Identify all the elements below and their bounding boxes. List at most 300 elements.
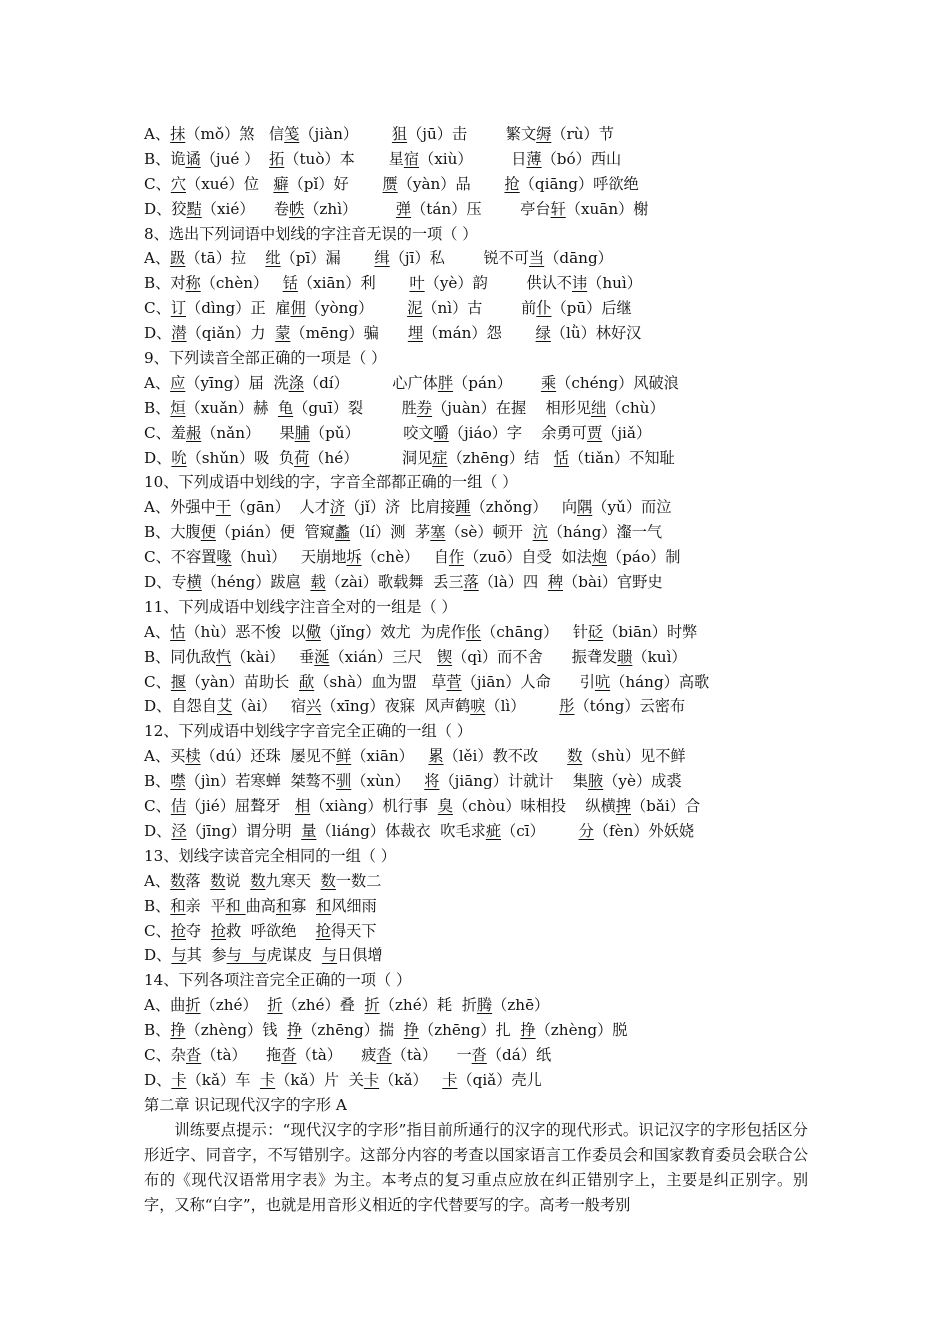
text-segment: （háng）高歌 [610,672,710,691]
underlined-char: 券 [416,398,433,417]
underlined-char: 谲 [185,149,201,168]
underlined-char: 数 [320,871,336,890]
underlined-char: 和 [225,896,246,915]
underlined-char: 踵 [455,498,471,517]
text-line [144,470,808,495]
text-segment: 其 参 [186,946,227,965]
underlined-char: 赧 [186,423,202,442]
text-segment: （yòng） [305,299,408,318]
underlined-char: 折 [364,996,380,1015]
text-segment: （zhē） [492,996,550,1015]
text-line [144,570,808,595]
text-segment: （guī）裂 胜 [293,398,417,417]
text-line [144,271,808,296]
text-segment: （mēng）骗 [290,324,408,343]
text-line [144,744,808,769]
underlined-char: 卡 [363,1070,380,1089]
text-line [144,421,808,446]
underlined-char: 嚼 [433,423,449,442]
text-segment: （dí） 心广体 [303,373,438,392]
text-segment: （jǐng）效尤 为虎作 [320,622,466,641]
text-line [144,844,808,869]
text-segment: 说 [225,871,251,890]
text-segment: （pū）后继 [551,299,632,318]
underlined-char: 沓 [471,1045,487,1064]
underlined-char: 折 [185,996,201,1015]
text-segment: （bài）官野史 [563,573,663,592]
text-segment: D、 [144,324,172,343]
text-segment: （xián）三尺 [329,647,437,666]
text-line [144,545,808,570]
underlined-char: 歃 [299,672,315,691]
underlined-char: 蒙 [275,324,291,343]
text-segment: （zhèng）钱 [185,1021,288,1040]
underlined-char: 涎 [314,647,330,666]
text-segment: B、对 [144,274,186,293]
text-segment: （yǔ）而泣 [592,498,672,517]
text-segment: （qì）而不舍 振聋发 [452,647,618,666]
underlined-char: 抢 [170,921,186,940]
underlined-char: 弹 [395,199,412,218]
text-line [144,197,808,222]
underlined-char: 吭 [594,672,611,691]
underlined-char: 当 [529,249,545,268]
text-segment: C、羞 [144,423,186,442]
text-segment: （hé） 洞见 [309,448,433,467]
text-line [144,222,808,247]
text-segment: （tā）拉 [185,249,266,268]
text-line [144,919,808,944]
chapter-intro [144,1118,808,1218]
text-segment: D、 [144,448,172,467]
text-line [144,769,808,794]
underlined-char: 症 [432,448,448,467]
text-segment: D、 [144,1070,172,1089]
text-segment: （xiān）利 [297,274,410,293]
underlined-char: 落 [463,573,479,592]
underlined-char: 仆 [536,299,552,318]
underlined-char: 隅 [577,498,593,517]
underlined-char: 泥 [407,299,423,318]
underlined-char: 贾 [586,423,603,442]
underlined-char: 和 [316,896,332,915]
underlined-char: 恬 [553,448,569,467]
text-line [144,894,808,919]
underlined-char: 兴 [306,697,322,716]
text-segment: （héng）跋扈 [201,573,311,592]
text-segment: （xùn） [351,772,425,791]
text-segment: （rù）节 [551,125,614,143]
text-segment: （chāng） 针 [481,622,589,641]
text-segment: 亲 平 [185,896,226,915]
text-line [144,595,808,620]
text-segment: （mán）怨 [423,324,536,343]
text-segment: （nì）古 前 [422,299,537,318]
text-line [144,794,808,819]
underlined-char: 艾 [216,697,233,716]
text-segment: （jīng）谓分明 [186,821,302,840]
underlined-char: 相 [294,797,311,816]
underlined-char: 吮 [171,448,187,467]
text-segment: （chéng）风破浪 [556,373,679,392]
underlined-char: 绌 [591,398,607,417]
text-segment: C、不容置 [144,548,217,567]
text-segment: （kài） 垂 [231,647,315,666]
text-segment: D、 [144,946,172,965]
text-segment: （dìng）正 雇 [186,299,291,318]
text-segment: A、 [144,871,171,890]
text-segment: （xuǎn）赫 [185,398,278,417]
text-segment: （lí）测 茅 [350,523,431,542]
text-segment: A、 [144,373,171,392]
text-line [144,819,808,844]
underlined-char: 蠡 [334,523,351,542]
underlined-char: 挣 [287,1021,303,1040]
text-segment: （cī） [501,821,579,840]
text-segment: （háng）瀣一气 [547,523,663,542]
underlined-char: 卡 [260,1070,276,1089]
text-segment: A、 [144,249,171,268]
underlined-char: 载 [310,573,326,592]
underlined-char: 噤 [170,772,186,791]
underlined-char: 烜 [170,398,186,417]
text-segment: A、曲 [144,996,186,1015]
text-segment: （zhì） [304,199,396,218]
document-page [144,122,808,1218]
text-segment: 寡 [291,896,316,915]
text-segment: 8、选出下列词语中划线的字注音无误的一项（ ） [144,224,478,243]
text-segment: （jué ） [200,149,270,168]
text-segment: A、外强中 [144,498,216,517]
text-segment: （kǎ）片 关 [275,1070,364,1089]
underlined-char: 腾 [476,996,493,1015]
text-segment: （tiǎn）不知耻 [568,448,675,467]
underlined-char: 累 [428,747,444,766]
text-segment: B、诡 [144,149,186,168]
text-segment: （zài）歌载舞 丢三 [325,573,464,592]
text-segment: （ài） 宿 [232,697,307,716]
underlined-char: 驯 [336,772,352,791]
text-segment: （jiāng）计就计 集 [439,772,588,791]
underlined-char: 喙 [216,548,232,567]
text-line [144,1093,808,1118]
text-segment: （gān） 人才 [230,498,330,517]
text-line [144,1068,808,1093]
text-segment: （zhé）叠 [282,996,365,1015]
text-segment: （xué）位 [186,174,274,193]
underlined-char: 鲜 [336,747,352,766]
text-segment: （xié） 卷 [201,199,290,218]
underlined-char: 分 [578,821,594,840]
underlined-char: 捭 [615,797,631,816]
underlined-char: 乘 [540,373,557,392]
text-segment: （zhé） [200,996,268,1015]
text-line [144,147,808,172]
underlined-char: 穴 [170,174,186,193]
underlined-char: 帙 [289,199,305,218]
underlined-char: 沓 [281,1045,297,1064]
text-segment: （jǐ）济 比肩接 [345,498,456,517]
underlined-char: 儆 [305,622,321,641]
text-segment: （xīng）夜寐 风声鹤 [321,697,471,716]
underlined-char: 唳 [470,697,486,716]
underlined-char: 臭 [437,797,453,816]
text-segment: （yè）韵 供认不 [424,274,572,293]
text-segment: （là）四 [478,573,548,592]
text-segment: （xiàng）机行事 [310,797,438,816]
underlined-char: 叶 [409,274,425,293]
text-segment: （jié）屈聱牙 [186,797,295,816]
text-segment: 13、划线字读音完全相同的一组（ ） [144,846,396,865]
underlined-char: 应 [170,373,186,392]
underlined-char: 揠 [170,672,186,691]
underlined-char: 聩 [617,647,633,666]
underlined-char: 拓 [269,149,285,168]
text-segment: （páo）制 [607,548,681,567]
text-segment: （liáng）体裁衣 吹毛求 [316,821,486,840]
text-line [144,620,808,645]
text-segment: （jìn）若寒蝉 桀骜不 [185,772,337,791]
text-segment: C、 [144,299,171,318]
underlined-char: 干 [215,498,231,517]
text-line [144,1043,808,1068]
text-segment: （lǜ）林好汉 [550,324,642,343]
text-segment: B、 [144,896,171,915]
text-segment: 12、下列成语中划线字字音完全正确的一组（ ） [144,722,472,741]
underlined-char: 轩 [550,199,566,218]
underlined-char: 趿 [170,249,186,268]
underlined-char: 狙 [391,125,408,143]
text-segment: （yàn）品 [397,174,505,193]
text-segment: B、 [144,1021,171,1040]
text-segment: （zhēng）揣 [302,1021,404,1040]
text-line [144,1018,808,1043]
text-segment: （fèn）外妖娆 [593,821,695,840]
underlined-char: 坼 [346,548,362,567]
underlined-char: 笺 [284,125,300,143]
underlined-char: 抹 [170,125,186,143]
text-segment: B、 [144,398,171,417]
text-segment: A、买 [144,747,186,766]
underlined-char: 黠 [186,199,202,218]
underlined-char: 讳 [571,274,588,293]
underlined-char: 与 [171,946,187,965]
question-lines [144,122,808,1118]
underlined-char: 佣 [290,299,306,318]
text-segment: （tuò）本 星 [284,149,404,168]
text-line [144,371,808,396]
text-segment: （qiāng）呼欲绝 [519,174,639,193]
text-segment: （jū）击 繁文 [407,125,537,143]
text-segment: （shù）见不鲜 [582,747,686,766]
text-segment: （juàn）在握 相形见 [432,398,592,417]
underlined-char: 稗 [547,573,564,592]
text-segment: C、 [144,672,171,691]
text-line [144,670,808,695]
text-segment: D、自怨自 [144,697,217,716]
text-line [144,122,808,147]
text-segment: （xuān）榭 [565,199,649,218]
text-segment: （yīng）届 洗 [185,373,289,392]
text-line [144,172,808,197]
text-line [144,446,808,471]
underlined-char: 与 [321,946,338,965]
text-segment: （chù） [606,398,665,417]
text-segment: B、同仇敌 [144,647,216,666]
text-line [144,246,808,271]
text-segment: （pián）便 管窥 [215,523,335,542]
text-segment: 落 [185,871,211,890]
text-segment: （biān）时弊 [603,622,698,641]
text-segment: （pǐ）好 [288,174,383,193]
underlined-char: 癖 [273,174,289,193]
text-segment: 得天下 [330,921,377,940]
text-segment: （jiān）人命 引 [461,672,595,691]
text-segment: 救 呼欲绝 [226,921,316,940]
text-line [144,321,808,346]
text-segment: （zhēng）结 [447,448,554,467]
underlined-char: 砭 [588,622,604,641]
underlined-char: 数 [250,871,266,890]
text-segment: （chèn） [200,274,283,293]
text-segment: （tà） 一 [391,1045,472,1064]
text-segment: （zhǒng） 向 [470,498,578,517]
text-line [144,943,808,968]
underlined-char: 抢 [315,921,331,940]
underlined-char: 伥 [465,622,482,641]
text-segment: （lì） [485,697,560,716]
underlined-char: 塞 [430,523,446,542]
text-segment: （chè） 自 [361,548,449,567]
text-segment: D、 [144,821,172,840]
underlined-char: 量 [301,821,317,840]
text-segment: 虎谋皮 [266,946,322,965]
text-segment: 风细雨 [331,896,377,915]
text-segment: B、大腹 [144,523,201,542]
text-segment: （pán） [453,373,541,392]
underlined-char: 抢 [504,174,520,193]
text-segment: （huì） 天崩地 [231,548,347,567]
text-segment: 一数二 [335,871,382,890]
text-line [144,645,808,670]
text-segment: （xiān） [351,747,429,766]
text-segment: （shǔn）吸 负 [186,448,295,467]
underlined-char: 数 [567,747,583,766]
text-segment: C、杂 [144,1045,186,1064]
underlined-char: 和 [275,896,292,915]
underlined-char: 沓 [376,1045,392,1064]
text-segment: （bǎi）合 [630,797,701,816]
underlined-char: 绿 [535,324,551,343]
underlined-char: 便 [200,523,216,542]
underlined-char: 彤 [559,697,575,716]
text-line [144,296,808,321]
underlined-char: 济 [329,498,346,517]
text-segment: C、 [144,174,171,193]
text-segment: （jiàn） [299,125,392,143]
underlined-char: 作 [448,548,465,567]
text-segment: （dú）还珠 屡见不 [200,747,337,766]
text-segment: （pī）漏 [280,249,375,268]
underlined-char: 折 [267,996,283,1015]
text-segment: 9、下列读音全部正确的一项是（ ） [144,349,387,368]
underlined-char: 腋 [588,772,604,791]
underlined-char: 炮 [591,548,608,567]
underlined-char: 脯 [294,423,310,442]
text-line [144,869,808,894]
text-segment: （jiǎ） [602,423,652,442]
underlined-char: 纰 [265,249,281,268]
text-segment: （kuì） [632,647,687,666]
text-segment: 10、下列成语中划线的字，字音全部都正确的一组（ ） [144,473,518,492]
text-segment: （hù）恶不悛 以 [185,622,306,641]
underlined-char: 胖 [437,373,454,392]
text-segment: 14、下列各项注音完全正确的一项（ ） [144,971,412,990]
text-segment: （shà）血为盟 草 [314,672,447,691]
underlined-char: 挣 [403,1021,419,1040]
text-segment: C、 [144,921,171,940]
underlined-char: 涤 [288,373,304,392]
text-segment: A、 [144,622,171,641]
underlined-char: 菅 [446,672,462,691]
underlined-char: 椟 [185,747,201,766]
text-segment: （huì） [587,274,642,293]
text-line [144,520,808,545]
text-segment: 11、下列成语中划线字注音全对的一组是（ ） [144,597,457,616]
text-segment: （sè）顿开 [445,523,533,542]
text-segment: （tà） 疲 [296,1045,377,1064]
underlined-char: 缛 [536,125,552,143]
text-segment: A、 [144,125,171,143]
underlined-char: 疵 [485,821,502,840]
underlined-char: 潜 [171,324,187,343]
underlined-char: 佶 [170,797,186,816]
text-segment: （xiù） 日 [419,149,527,168]
text-segment: （tóng）云密布 [574,697,686,716]
underlined-char: 龟 [277,398,294,417]
text-line [144,495,808,520]
text-segment: C、 [144,797,171,816]
text-segment: （qiǎn）力 [186,324,276,343]
underlined-char: 数 [170,871,186,890]
text-segment: （zhé）耗 折 [379,996,477,1015]
underlined-char: 沆 [532,523,548,542]
underlined-char: 铦 [282,274,298,293]
underlined-char: 卡 [442,1070,458,1089]
text-segment: 日俱增 [337,946,383,965]
underlined-char: 埋 [407,324,423,343]
underlined-char: 挣 [520,1021,536,1040]
text-segment: （zhèng）脱 [535,1021,628,1040]
text-segment: 九寒天 [265,871,321,890]
underlined-char: 忾 [215,647,232,666]
text-line [144,993,808,1018]
text-segment: （zuō）自受 如法 [464,548,592,567]
text-segment: （kǎ）车 [186,1070,261,1089]
text-segment: （yè）成裘 [603,772,682,791]
text-segment: （tà） 拖 [201,1045,282,1064]
intro-paragraph: 训练要点提示：“现代汉字的字形”指目前所通行的汉字的现代形式。识记汉字的字形包括区分形近字、同音字，不写错别字。这部分内容的考查以国家语言工作委员会和国家教育委员会联合公布的《现代汉语常用字表》为主。本考点的复习重点应放在纠正错别字上，主要是纠正别字。别字，又称“白字”，也就是用音形义相近的字代替要写的字。高考一般考别 [144,1120,808,1214]
text-line [144,719,808,744]
text-segment: （kǎ） [379,1070,443,1089]
text-segment: （zhēng）扎 [418,1021,521,1040]
underlined-char: 与 与 [226,946,267,965]
text-segment: （lěi）教不改 [443,747,568,766]
text-segment: （mǒ）煞 信 [185,125,285,143]
underlined-char: 将 [424,772,440,791]
text-segment: （pǔ） 咬文 [309,423,434,442]
text-segment: 夺 [186,921,211,940]
